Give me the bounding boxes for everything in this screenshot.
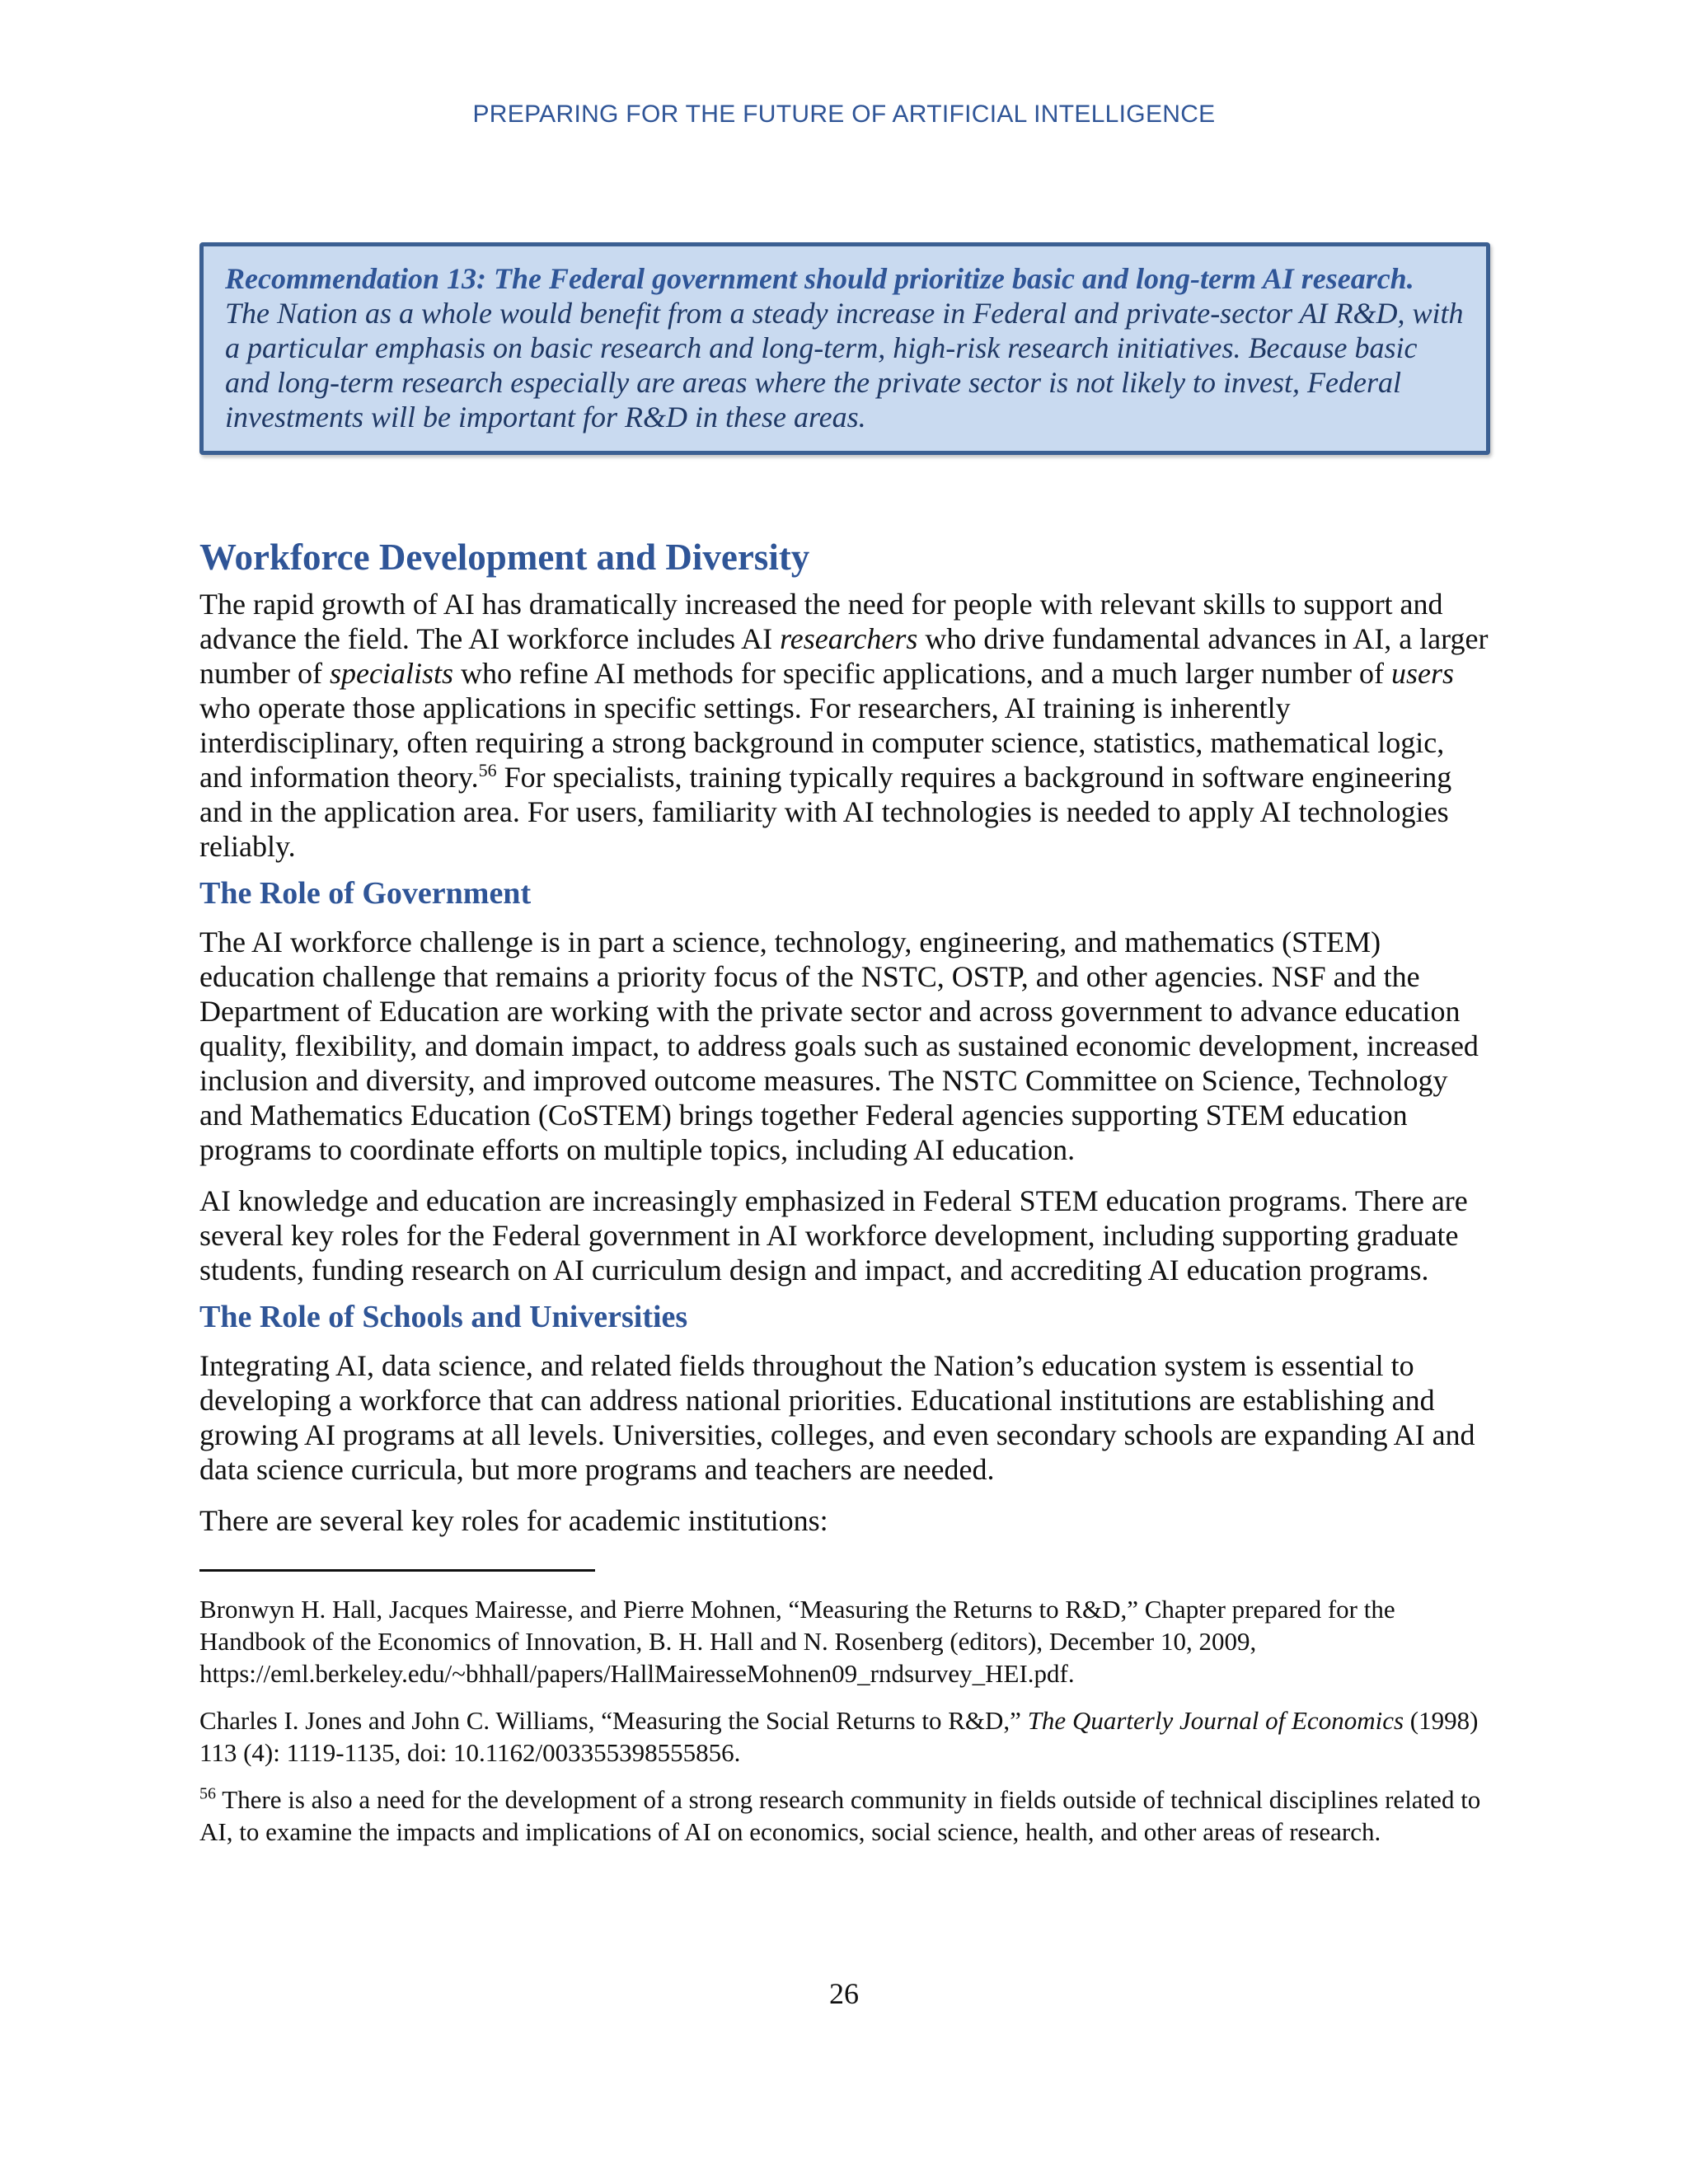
recommendation-title: Recommendation 13: The Federal government should prioritize basic and long-term AI research. (225, 262, 1414, 295)
government-paragraph-2: AI knowledge and education are increasingly emphasized in Federal STEM education programs. There are several key roles for the Federal government in AI workforce development, including supporting graduate students, funding research on AI curriculum design and impact, and accrediting AI education programs. (199, 1184, 1468, 1286)
emphasis-users: users (1390, 657, 1454, 690)
schools-paragraph-2: There are several key roles for academic institutions: (199, 1504, 828, 1537)
footnote-divider (199, 1569, 595, 1572)
footnote-jones: Charles I. Jones and John C. Williams, “Measuring the Social Returns to R&D,” The Quarterly Journal of Economics (1998) 113 (4): 1119-1135, doi: 10.1162/003355398555856. (199, 1706, 1479, 1767)
footnotes (199, 1593, 1490, 1848)
running-header: PREPARING FOR THE FUTURE OF ARTIFICIAL INTELLIGENCE (472, 101, 1216, 128)
government-paragraph-1: The AI workforce challenge is in part a science, technology, engineering, and mathematics (STEM) education challenge that remains a priority focus of the NSTC, OSTP, and other agencies. NSF and the Department of Education are working with the private sector and across government to advance education quality, flexibility, and domain impact, to address goals such as sustained economic development, increased inclusion and diversity, and improved outcome measures. The NSTC Committee on Science, Technology and Mathematics Education (CoSTEM) brings together Federal agencies supporting STEM education programs to coordinate efforts on multiple topics, including AI education. (199, 926, 1479, 1166)
subsection-title-schools: The Role of Schools and Universities (199, 1300, 688, 1334)
page-content (199, 242, 1490, 1863)
section-title: Workforce Development and Diversity (199, 537, 810, 578)
schools-paragraph-1: Integrating AI, data science, and related fields throughout the Nation’s education system is essential to developing a workforce that can address national priorities. Educational institutions are establishing and growing AI programs at all levels. Universities, colleges, and even secondary schools are expanding AI and data science curricula, but more programs and teachers are needed. (199, 1349, 1475, 1486)
emphasis-specialists: specialists (329, 657, 453, 690)
footnote-56: $^{56}$ There is also a need for the development of a strong research community in fields outside of technical disciplines related to AI, to examine the impacts and implications of AI on economics, social science, health, and other areas of research. (199, 1784, 1481, 1846)
subsection-title-government: The Role of Government (199, 876, 532, 911)
footnote-marker-56: 56 (199, 1784, 216, 1803)
journal-title: The Quarterly Journal of Economics (1027, 1706, 1404, 1735)
footnote-reference-56[interactable]: 56 (478, 760, 497, 780)
section-paragraph: The rapid growth of AI has dramatically increased the need for people with relevant skills to support and advance the field. The AI workforce includes AI researchers who drive fundamental advances in AI, a larger number of specialists who refine AI methods for specific applications, and a much larger number of users who operate those applications in specific settings. For researchers, AI training is inherently interdisciplinary, often requiring a strong background in computer science, statistics, mathematical logic, and information theory.$^{56}$ For specialists, training typically requires a background in software engineering and in the application area. For users, familiarity with AI technologies is needed to apply AI technologies reliably. (199, 588, 1489, 863)
recommendation-box (199, 242, 1490, 455)
emphasis-researchers: researchers (780, 622, 918, 655)
recommendation-text: The Nation as a whole would benefit from a steady increase in Federal and private-sector AI R&D, with a particular emphasis on basic research and long-term, high-risk research initiatives. Because basic and long-term research especially are areas where the private sector is not likely to invest, Federal investments will be important for R&D in these areas. (225, 297, 1464, 434)
page-number: 26 (829, 1977, 859, 2010)
footnote-hall: Bronwyn H. Hall, Jacques Mairesse, and Pierre Mohnen, “Measuring the Returns to R&D,” Chapter prepared for the Handbook of the Economics of Innovation, B. H. Hall and N. Rosenberg (editors), December 10, 2009, https://eml.berkeley.edu/~bhhall/papers/HallMairesseMohnen09_rndsurvey_HEI.pdf. (199, 1595, 1395, 1688)
